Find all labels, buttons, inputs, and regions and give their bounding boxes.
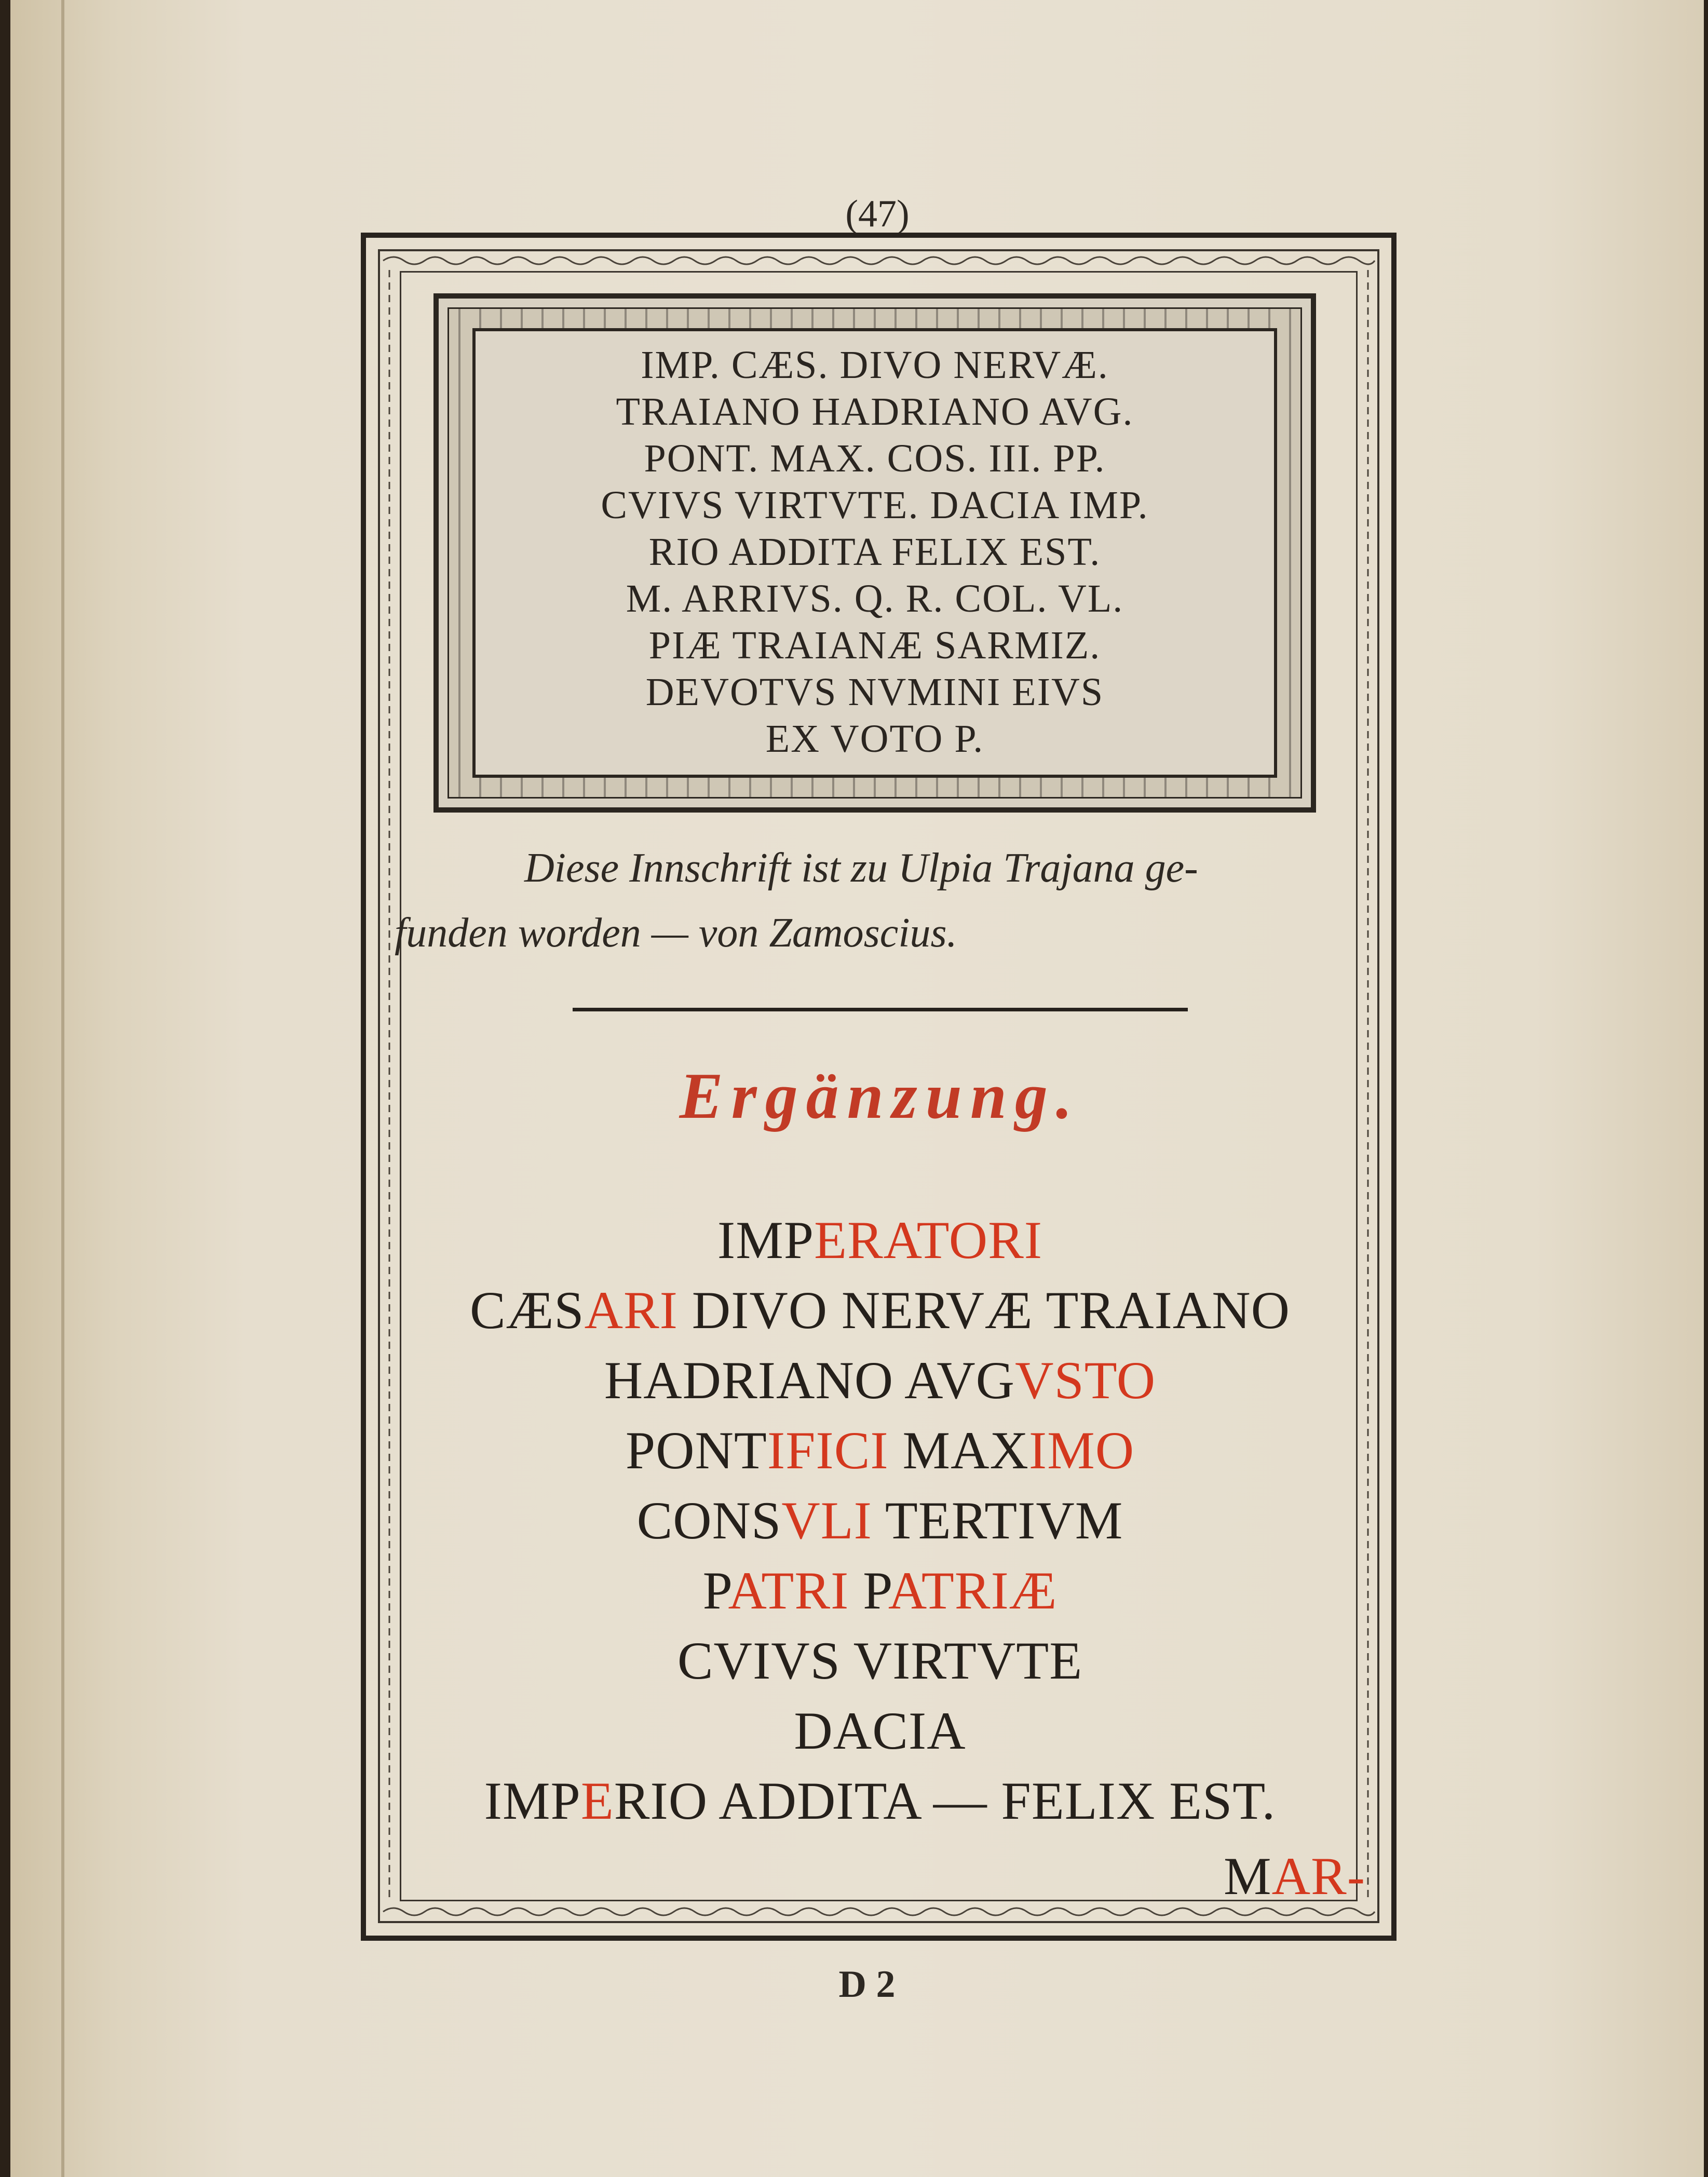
restored-letters: IFICI <box>767 1421 889 1480</box>
inscription-line: IMP. CÆS. DIVO NERVÆ. <box>641 343 1109 387</box>
restored-letters: VLI <box>781 1491 872 1550</box>
original-letters: P <box>849 1561 888 1620</box>
inscription-line: RIO ADDITA FELIX EST. <box>648 530 1101 574</box>
restored-letters: ATRIÆ <box>888 1561 1058 1620</box>
original-letters: IMP <box>717 1211 815 1270</box>
inscription-line: TRAIANO HADRIANO AVG. <box>616 390 1134 434</box>
restored-letters: E <box>580 1772 614 1831</box>
original-letters: MAX <box>888 1421 1029 1480</box>
caption-line: funden worden — von Zamoscius. <box>395 910 957 956</box>
original-letters: CONS <box>636 1491 782 1550</box>
original-letters: DIVO NERVÆ TRAIANO <box>677 1281 1290 1340</box>
restoration-line <box>395 1280 1365 1341</box>
original-letters: IMP <box>484 1772 581 1831</box>
inscription-line: M. ARRIVS. Q. R. COL. VL. <box>626 577 1124 620</box>
original-letters: M <box>1224 1847 1272 1906</box>
restoration-line <box>395 1210 1365 1271</box>
restored-letters: ERATORI <box>814 1211 1043 1270</box>
restoration-line <box>395 1700 1365 1762</box>
original-letters: DACIA <box>794 1701 966 1761</box>
signature-mark: D 2 <box>838 1963 896 2006</box>
restoration-line <box>395 1770 1365 1832</box>
section-heading: Ergänzung. <box>679 1060 1081 1132</box>
inscription-line: CVIVS VIRTVTE. DACIA IMP. <box>601 483 1149 527</box>
original-letters: P <box>702 1561 728 1620</box>
catchword <box>1224 1846 1365 1907</box>
original-letters: PONT <box>625 1421 767 1480</box>
inscription-line: EX VOTO P. <box>765 717 984 761</box>
restoration-line <box>395 1630 1365 1692</box>
restoration-line <box>395 1420 1365 1481</box>
restored-letters: IMO <box>1028 1421 1135 1480</box>
section-divider <box>573 1008 1188 1011</box>
inscription-caption <box>395 836 1365 966</box>
original-letters: TERTIVM <box>872 1491 1123 1550</box>
inscription-line: PONT. MAX. COS. III. PP. <box>644 437 1106 480</box>
caption-line: Diese Innschrift ist zu Ulpia Trajana ge- <box>524 845 1198 891</box>
restored-letters: ATRI <box>728 1561 849 1620</box>
original-letters: HADRIANO AVG <box>604 1351 1015 1410</box>
page-gutter <box>61 0 64 2177</box>
original-letters: CVIVS VIRTVTE <box>677 1631 1083 1691</box>
restored-letters: ARI <box>584 1281 678 1340</box>
original-letters: CÆS <box>470 1281 585 1340</box>
restoration-line <box>395 1490 1365 1551</box>
restored-letters: VSTO <box>1015 1351 1156 1410</box>
restoration-line <box>395 1350 1365 1411</box>
inscription-line: DEVOTVS NVMINI EIVS <box>645 670 1104 714</box>
inscription-line: PIÆ TRAIANÆ SARMIZ. <box>648 624 1101 667</box>
restoration-line <box>395 1560 1365 1621</box>
original-letters: RIO ADDITA — FELIX EST. <box>614 1772 1276 1831</box>
restored-letters: AR- <box>1271 1847 1365 1906</box>
page-number: (47) <box>845 193 910 235</box>
